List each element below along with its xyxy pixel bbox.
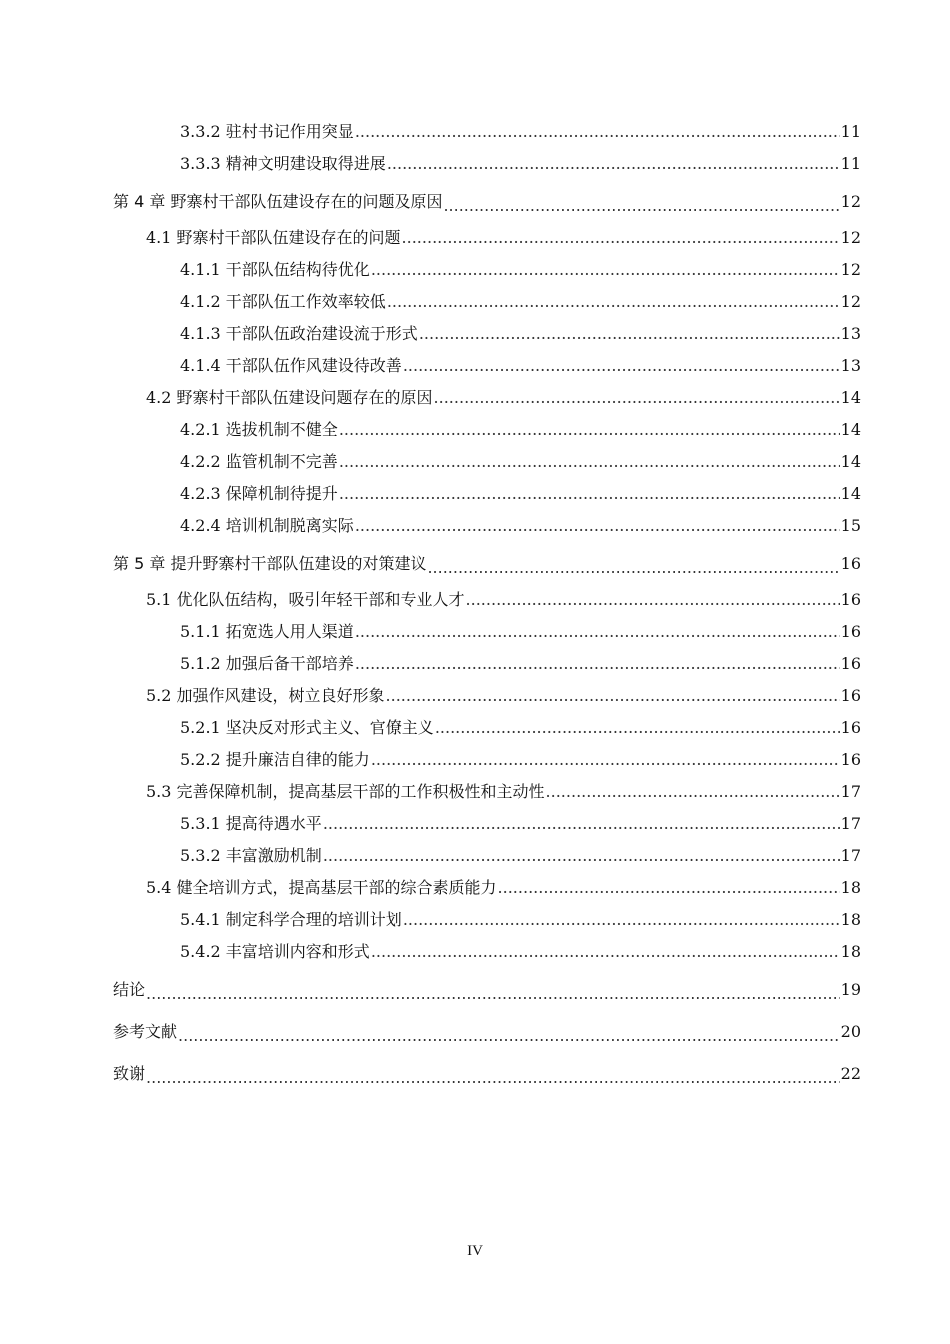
toc-entry-page: 12: [840, 228, 861, 247]
toc-entry[interactable]: [113, 444, 861, 476]
toc-section-entry[interactable]: [113, 220, 861, 252]
toc-entry-label: 4.1.2 干部队伍工作效率较低: [180, 292, 386, 311]
toc-entry-label: 第 5 章 提升野寨村干部队伍建设的对策建议: [113, 554, 427, 573]
toc-entry-label: 3.3.3 精神文明建设取得进展: [180, 154, 386, 173]
toc-entry-label: 第 4 章 野寨村干部队伍建设存在的问题及原因: [113, 192, 443, 211]
toc-entry[interactable]: [113, 116, 861, 146]
toc-entry[interactable]: [113, 742, 861, 774]
dot-leader: [498, 877, 840, 902]
dot-leader: [146, 1067, 840, 1092]
toc-entry[interactable]: [113, 146, 861, 178]
toc-entry-label: 4.1 野寨村干部队伍建设存在的问题: [146, 228, 401, 247]
toc-entry-page: 16: [840, 590, 861, 609]
toc-entry-page: 16: [840, 718, 861, 737]
toc-section-entry[interactable]: [113, 774, 861, 806]
toc-entry[interactable]: [113, 710, 861, 742]
toc-entry-label: 5.1 优化队伍结构，吸引年轻干部和专业人才: [146, 590, 465, 609]
dot-leader: [355, 121, 840, 146]
toc-entry-label: 5.2.1 坚决反对形式主义、官僚主义: [180, 718, 434, 737]
toc-entry-label: 5.3 完善保障机制，提高基层干部的工作积极性和主动性: [146, 782, 545, 801]
toc-chapter-entry[interactable]: [113, 1008, 861, 1050]
dot-leader: [355, 653, 840, 678]
toc-entry-label: 4.2.1 选拔机制不健全: [180, 420, 338, 439]
toc-entry-label: 5.4.2 丰富培训内容和形式: [180, 942, 370, 961]
toc-entry-page: 18: [840, 942, 861, 961]
toc-entry[interactable]: [113, 902, 861, 934]
toc-entry[interactable]: [113, 316, 861, 348]
toc-entry-page: 16: [840, 622, 861, 641]
toc-entry-label: 4.2.4 培训机制脱离实际: [180, 516, 354, 535]
toc-entry-label: 3.3.2 驻村书记作用突显: [180, 122, 354, 141]
dot-leader: [371, 941, 840, 966]
toc-entry-label: 致谢: [113, 1064, 146, 1083]
dot-leader: [371, 259, 840, 284]
dot-leader: [355, 621, 840, 646]
dot-leader: [323, 845, 840, 870]
toc-chapter-entry[interactable]: [113, 966, 861, 1008]
dot-leader: [434, 387, 840, 412]
toc-entry[interactable]: [113, 646, 861, 678]
toc-entry-label: 4.2 野寨村干部队伍建设问题存在的原因: [146, 388, 433, 407]
dot-leader: [339, 451, 840, 476]
toc-entry-label: 4.2.3 保障机制待提升: [180, 484, 338, 503]
toc-section-entry[interactable]: [113, 380, 861, 412]
dot-leader: [355, 515, 840, 540]
toc-section-entry[interactable]: [113, 582, 861, 614]
toc-entry-label: 5.4 健全培训方式，提高基层干部的综合素质能力: [146, 878, 497, 897]
dot-leader: [323, 813, 840, 838]
dot-leader: [403, 355, 840, 380]
toc-entry-label: 4.1.1 干部队伍结构待优化: [180, 260, 370, 279]
dot-leader: [386, 685, 840, 710]
dot-leader: [387, 291, 840, 316]
dot-leader: [402, 227, 840, 252]
toc-entry-label: 5.2 加强作风建设，树立良好形象: [146, 686, 385, 705]
toc-entry-label: 5.3.2 丰富激励机制: [180, 846, 322, 865]
toc-entry[interactable]: [113, 284, 861, 316]
page-number-footer: IV: [467, 1243, 483, 1259]
toc-entry-page: 11: [840, 122, 861, 141]
toc-entry-label: 4.1.3 干部队伍政治建设流于形式: [180, 324, 418, 343]
toc-entry[interactable]: [113, 614, 861, 646]
toc-section-entry[interactable]: [113, 870, 861, 902]
toc-entry[interactable]: [113, 806, 861, 838]
toc-chapter-entry[interactable]: [113, 1050, 861, 1092]
dot-leader: [435, 717, 840, 742]
dot-leader: [387, 153, 840, 178]
toc-entry-label: 参考文献: [113, 1022, 178, 1041]
toc-entry-page: 22: [840, 1064, 861, 1083]
dot-leader: [466, 589, 840, 614]
toc-entry-page: 14: [840, 452, 861, 471]
toc-entry-page: 14: [840, 484, 861, 503]
toc-entry-page: 17: [840, 846, 861, 865]
toc-entry-page: 15: [840, 516, 861, 535]
dot-leader: [178, 1025, 840, 1050]
dot-leader: [339, 419, 840, 444]
toc-entry[interactable]: [113, 476, 861, 508]
toc-entry-page: 17: [840, 782, 861, 801]
toc-entry-page: 20: [840, 1022, 861, 1041]
toc-entry-page: 16: [840, 750, 861, 769]
toc-entry-page: 13: [840, 356, 861, 375]
table-of-contents: [113, 116, 861, 1092]
toc-entry-label: 5.2.2 提升廉洁自律的能力: [180, 750, 370, 769]
toc-entry-label: 4.1.4 干部队伍作风建设待改善: [180, 356, 402, 375]
toc-chapter-entry[interactable]: [113, 540, 861, 582]
toc-entry-label: 5.1.2 加强后备干部培养: [180, 654, 354, 673]
dot-leader: [339, 483, 840, 508]
toc-entry[interactable]: [113, 412, 861, 444]
toc-entry[interactable]: [113, 508, 861, 540]
dot-leader: [443, 195, 839, 220]
toc-entry-page: 13: [840, 324, 861, 343]
toc-entry-page: 16: [840, 554, 861, 573]
dot-leader: [546, 781, 840, 806]
toc-entry-page: 16: [840, 686, 861, 705]
toc-entry-page: 14: [840, 388, 861, 407]
toc-entry-page: 17: [840, 814, 861, 833]
toc-entry-label: 5.4.1 制定科学合理的培训计划: [180, 910, 402, 929]
toc-entry-page: 14: [840, 420, 861, 439]
toc-entry[interactable]: [113, 348, 861, 380]
dot-leader: [427, 557, 839, 582]
toc-entry-page: 19: [840, 980, 861, 999]
toc-entry-page: 12: [840, 260, 861, 279]
dot-leader: [419, 323, 840, 348]
toc-entry-page: 11: [840, 154, 861, 173]
toc-entry-label: 4.2.2 监管机制不完善: [180, 452, 338, 471]
dot-leader: [403, 909, 840, 934]
toc-entry-label: 5.3.1 提高待遇水平: [180, 814, 322, 833]
toc-entry[interactable]: [113, 934, 861, 966]
toc-entry[interactable]: [113, 838, 861, 870]
toc-entry-label: 结论: [113, 980, 146, 999]
toc-entry-page: 12: [840, 292, 861, 311]
toc-entry-page: 12: [840, 192, 861, 211]
toc-entry-page: 16: [840, 654, 861, 673]
dot-leader: [146, 983, 840, 1008]
toc-entry-page: 18: [840, 910, 861, 929]
toc-entry-page: 18: [840, 878, 861, 897]
toc-entry-label: 5.1.1 拓宽选人用人渠道: [180, 622, 354, 641]
toc-chapter-entry[interactable]: [113, 178, 861, 220]
toc-entry[interactable]: [113, 252, 861, 284]
dot-leader: [371, 749, 840, 774]
toc-section-entry[interactable]: [113, 678, 861, 710]
